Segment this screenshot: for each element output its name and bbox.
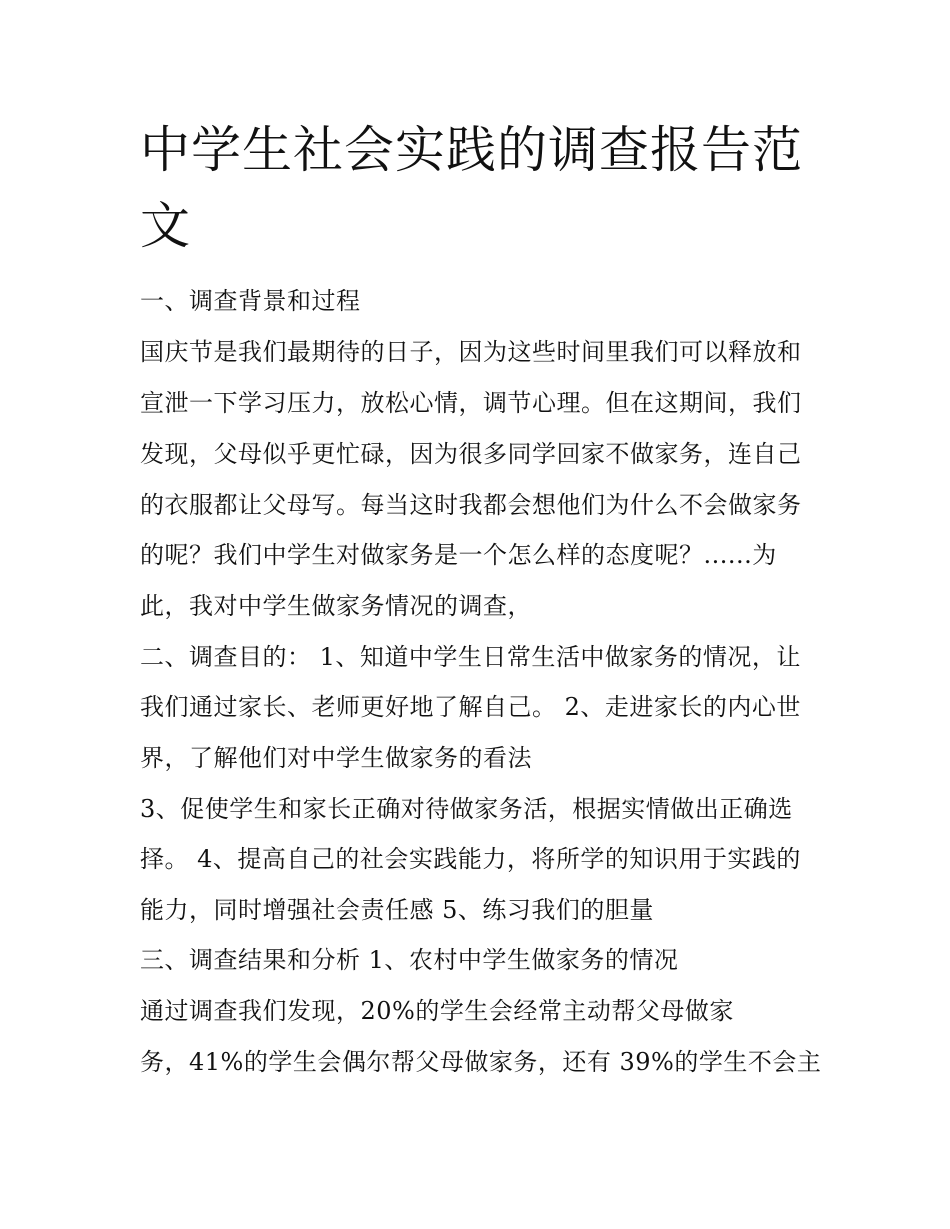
paragraph-line: 的呢？我们中学生对做家务是一个怎么样的态度呢？......为 [140, 541, 777, 569]
paragraph-line: 我们通过家长、老师更好地了解自己。 2、走进家长的内心世 [140, 693, 801, 721]
section-heading-background: 一、调查背景和过程 [140, 287, 361, 315]
paragraph-line: 通过调查我们发现，20%的学生会经常主动帮父母做家 [140, 997, 734, 1025]
paragraph-line: 国庆节是我们最期待的日子，因为这些时间里我们可以释放和 [140, 338, 802, 366]
paragraph-line: 能力，同时增强社会责任感 5、练习我们的胆量 [140, 896, 654, 924]
section-heading-purpose: 二、调查目的： 1、知道中学生日常生活中做家务的情况，让 [140, 643, 801, 671]
paragraph-line: 发现，父母似乎更忙碌，因为很多同学回家不做家务，连自己 [140, 440, 802, 468]
section-heading-results: 三、调查结果和分析 1、农村中学生做家务的情况 [140, 946, 679, 974]
paragraph-line: 3、促使学生和家长正确对待做家务活，根据实情做出正确选 [140, 795, 793, 823]
paragraph-line: 择。 4、提高自己的社会实践能力，将所学的知识用于实践的 [140, 845, 801, 873]
paragraph-line: 宣泄一下学习压力，放松心情，调节心理。但在这期间，我们 [140, 389, 802, 417]
paragraph-line: 务，41%的学生会偶尔帮父母做家务，还有 39%的学生不会主 [140, 1048, 822, 1076]
paragraph-line: 此，我对中学生做家务情况的调查， [140, 592, 532, 620]
paragraph-line: 的衣服都让父母写。每当这时我都会想他们为什么不会做家务 [140, 491, 802, 519]
document-title: 中学生社会实践的调查报告范文 [140, 121, 803, 255]
paragraph-line: 界，了解他们对中学生做家务的看法 [140, 744, 532, 772]
